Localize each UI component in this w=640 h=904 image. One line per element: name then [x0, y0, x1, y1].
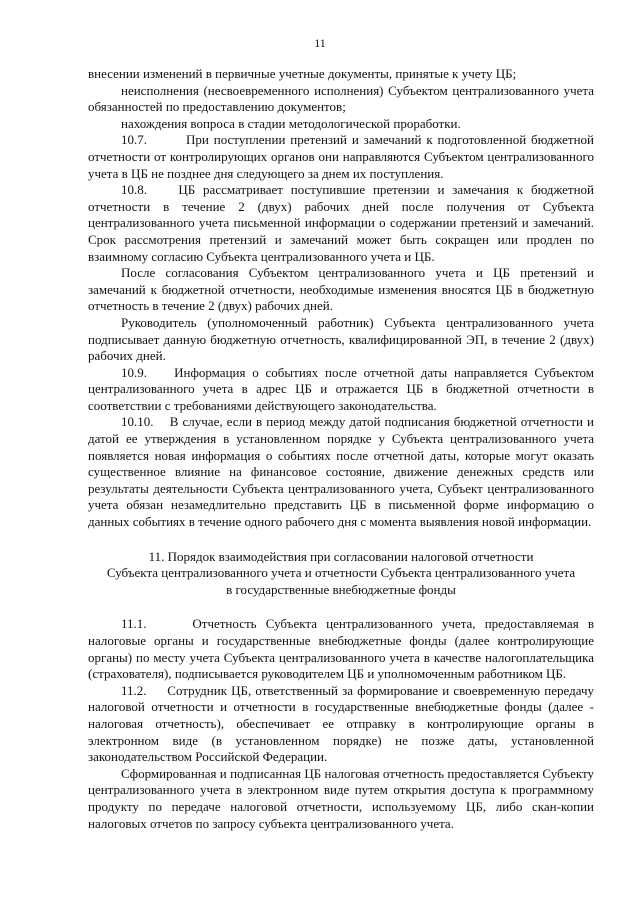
paragraph-10-10: 10.10. В случае, если в период между датой подписания бюджетной отчетности и датой ее утверждения в установленном порядке у Субъекта централизованного учета появляется новая информация о событиях после отчетной даты, которые могут оказать существенное влияние на финансовое состояние, движение денежных средств или результаты деятельности Субъекта централизованного учета, Субъект централизованного учета обязан незамедлительно представить ЦБ в письменной форме информацию о данных событиях в течение одного рабочего дня с момента выявления новой информации.	[88, 414, 598, 530]
paragraph-11-1: 11.1. Отчетность Субъекта централизованного учета, предоставляемая в налоговые органы и государственные внебюджетные фонды (далее контролирующие органы) по месту учета Субъекта централизованного учета в качестве налогоплательщика (страхователя), подписывается руководителем ЦБ и уполномоченным работником ЦБ.	[88, 616, 598, 682]
section-heading-line: в государственные внебюджетные фонды	[226, 581, 456, 597]
section-heading-line: 11. Порядок взаимодействия при согласовании налоговой отчетности	[148, 548, 534, 564]
paragraph-10-7: 10.7. При поступлении претензий и замечаний к подготовленной бюджетной отчетности от контролирующих органов они направляются Субъектом централизованного учета в ЦБ не позднее дня следующего за днем их поступления.	[88, 132, 598, 181]
paragraph: внесении изменений в первичные учетные документы, принятые к учету ЦБ;	[88, 66, 517, 81]
paragraph: неисполнения (несвоевременного исполнения) Субъектом централизованного учета обязанностей по предоставлению документов;	[88, 82, 594, 115]
paragraph: Сформированная и подписанная ЦБ налоговая отчетность предоставляется Субъекту централизованного учета в электронном виде путем открытия доступа к программному продукту по передаче налоговой отчетности, используемому ЦБ, либо скан-копии налоговых отчетов по запросу субъекта централизованного учета.	[88, 765, 594, 831]
paragraph: Руководитель (уполномоченный работник) Субъекта централизованного учета подписывает данную бюджетную отчетность, квалифицированной ЭП, в течение 2 (двух) рабочих дней.	[88, 314, 594, 364]
page-number: 11	[314, 36, 326, 50]
paragraph-10-8: 10.8. ЦБ рассматривает поступившие претензии и замечания к бюджетной отчетности в течение 2 (двух) рабочих дней после получения от Субъекта централизованного учета письменной информации о содержании претензий и замечаний. Срок рассмотрения претензий и замечаний может быть сокращен или продлен по взаимному согласию Субъекта централизованного учета и ЦБ.	[88, 182, 598, 264]
paragraph: нахождения вопроса в стадии методологической проработки.	[121, 115, 461, 131]
paragraph: После согласования Субъектом централизованного учета и ЦБ претензий и замечаний к бюджетной отчетности, необходимые изменения вносятся ЦБ в бюджетную отчетность в течение 2 (двух) рабочих дней.	[88, 265, 594, 314]
section-heading-line: Субъекта централизованного учета и отчетности Субъекта централизованного учета	[106, 565, 576, 581]
document-body	[88, 66, 598, 832]
paragraph-11-2: 11.2. Сотрудник ЦБ, ответственный за формирование и своевременную передачу налоговой отчетности и отчетности в государственные внебюджетные фонды (далее - налоговая отчетность), обеспечивает ее отправку в контролирующие органы в электронном виде (в установленном порядке) не позже даты, установленной законодательством Российской Федерации.	[88, 682, 598, 765]
paragraph-10-9: 10.9. Информация о событиях после отчетной даты направляется Субъектом централизованного учета в адрес ЦБ и отражается ЦБ в бюджетной отчетности в соответствии с требованиями действующего законодательства.	[88, 364, 598, 413]
